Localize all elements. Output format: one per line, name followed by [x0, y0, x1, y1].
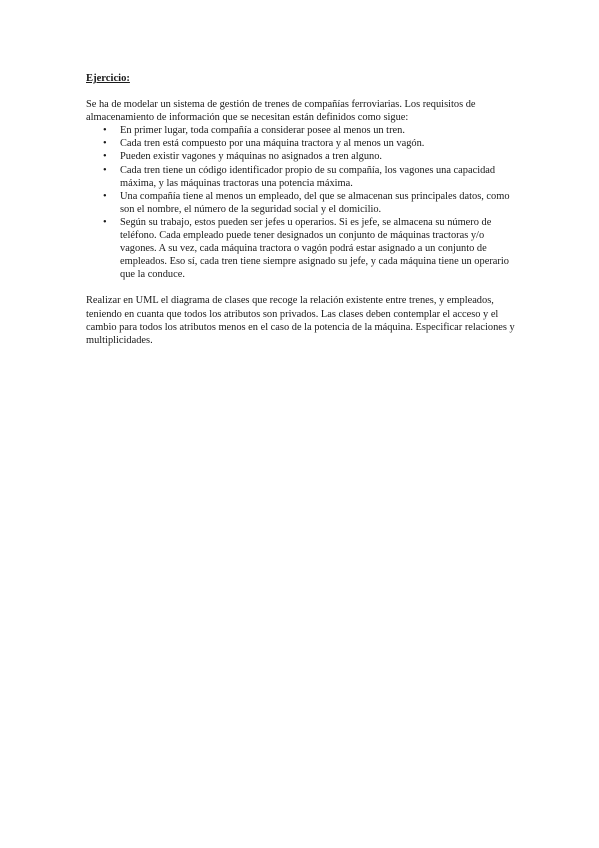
bullet-icon: • [103, 216, 107, 228]
requirement-text: Cada tren está compuesto por una máquina tractora y al menos un vagón. [120, 138, 425, 150]
bullet-icon: • [103, 190, 107, 202]
bullet-icon: • [103, 164, 107, 176]
requirement-text: Según su trabajo, estos pueden ser jefes u operarios. Si es jefe, se almacena su número de teléfono. Cada empleado puede tener designados un conjunto de máquinas tractoras y/o vagones. A su vez, cada máquina tractora o vagón podrá estar asignado a un conjunto de empleados. Eso sí, cada tren tiene siempre asignado su jefe, y cada máquina tiene un operario que la conduce. [120, 216, 509, 281]
list-item [86, 137, 518, 150]
list-item [86, 124, 518, 137]
requirement-text: En primer lugar, toda compañía a considerar posee al menos un tren. [120, 125, 405, 137]
list-item [86, 150, 518, 163]
task-paragraph: Realizar en UML el diagrama de clases que recoge la relación existente entre trenes, y empleados, teniendo en cuanta que todos los atributos son privados. Las clases deben contemplar el acceso y el cambio para todos los atributos menos en el caso de la potencia de la máquina. Especificar relaciones y multiplicidades. [86, 295, 515, 346]
bullet-icon: • [103, 125, 107, 137]
bullet-icon: • [103, 138, 107, 150]
list-item [86, 190, 518, 216]
requirement-text: Cada tren tiene un código identificador propio de su compañía, los vagones una capacidad máxima, y las máquinas tractoras una potencia máxima. [120, 164, 496, 189]
bullet-icon: • [103, 151, 107, 163]
requirement-text: Pueden existir vagones y máquinas no asignados a tren alguno. [120, 151, 383, 163]
list-item [86, 164, 518, 190]
intro-paragraph: Se ha de modelar un sistema de gestión de trenes de compañías ferroviarias. Los requisitos de almacenamiento de información que se necesitan están definidos como sigue: [86, 99, 476, 124]
list-item [86, 216, 518, 281]
document-page [86, 72, 518, 347]
exercise-heading: Ejercicio: [86, 73, 130, 84]
requirement-text: Una compañía tiene al menos un empleado, del que se almacenan sus principales datos, como son el nombre, el número de la seguridad social y el domicilio. [120, 190, 510, 215]
requirements-list [86, 124, 518, 281]
